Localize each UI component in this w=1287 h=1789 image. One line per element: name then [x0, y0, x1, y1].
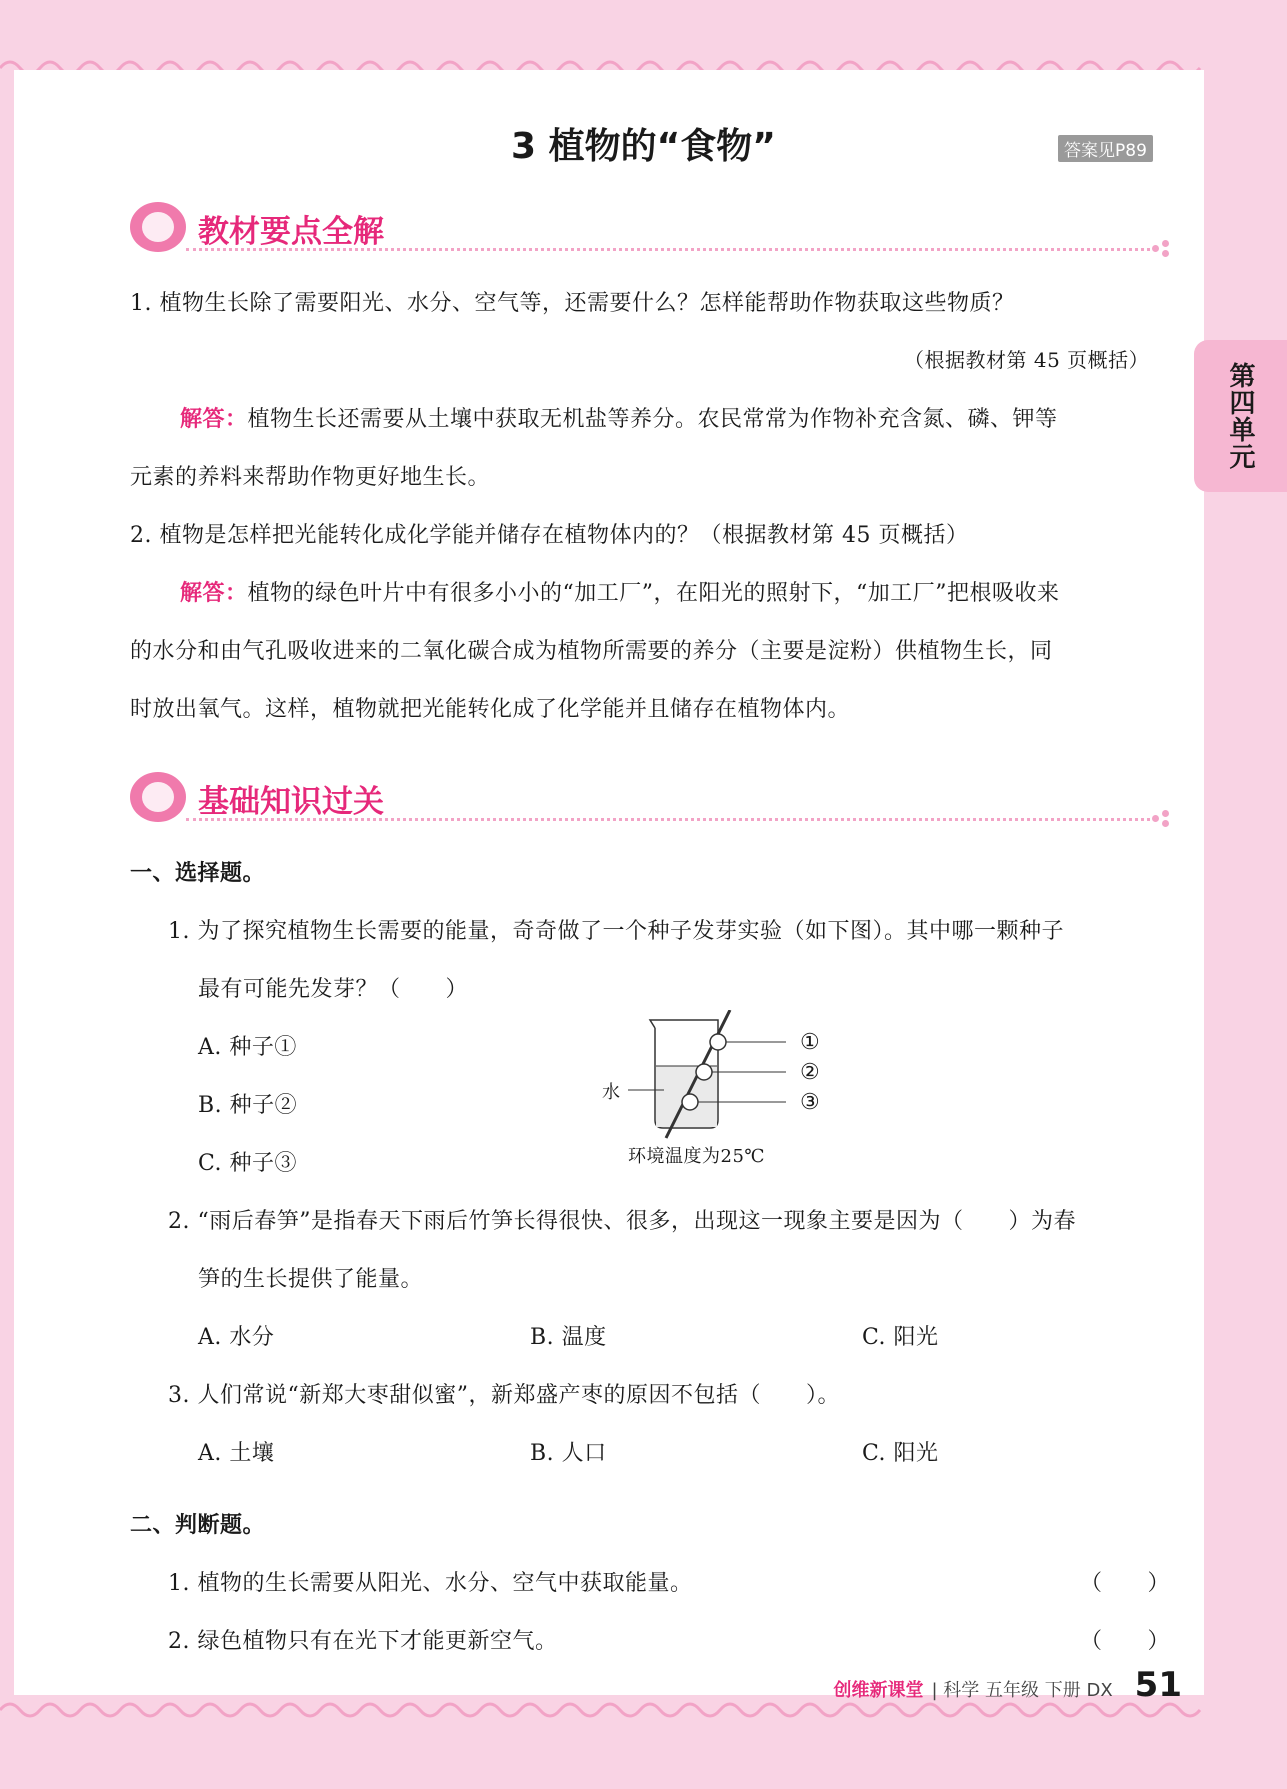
option-c[interactable]: C. 阳光	[862, 1441, 939, 1466]
water-label: 水	[602, 1082, 621, 1103]
option-c[interactable]: C. 阳光	[862, 1325, 939, 1350]
dotted-divider	[186, 248, 1150, 251]
page-number: 51	[1134, 1665, 1182, 1705]
option-a[interactable]: A. 水分	[198, 1325, 275, 1350]
part-title: 二、判断题。	[130, 1513, 266, 1538]
footer-brand: 创维新课堂	[833, 1680, 924, 1701]
answer-line	[180, 576, 1060, 607]
mascot-icon	[130, 202, 186, 252]
option-a[interactable]: A. 种子①	[198, 1035, 297, 1060]
figure-caption: 环境温度为25℃	[628, 1146, 766, 1167]
question-text: 2. “雨后春笋”是指春天下雨后竹笋长得很快、很多，出现这一现象主要是因为（ ）为春	[168, 1209, 1076, 1234]
mascot-icon	[130, 772, 186, 822]
section-heading-basics	[130, 772, 1170, 824]
question-source: （根据教材第 45 页概括）	[904, 348, 1150, 372]
page-footer	[834, 1665, 1182, 1705]
question-text: 笋的生长提供了能量。	[198, 1267, 424, 1292]
answer-reference-badge: 答案见P89	[1058, 135, 1153, 162]
unit-side-tab: 第四单元	[1194, 340, 1287, 492]
seed-marker-3: ③	[800, 1090, 821, 1115]
answer-text: 元素的养料来帮助作物更好地生长。	[130, 465, 491, 490]
question-text: 2. 植物是怎样把光能转化成化学能并储存在植物体内的？（根据教材第 45 页概括）	[130, 523, 969, 548]
divider-dots-icon	[1152, 240, 1170, 258]
judgment-question: 1. 植物的生长需要从阳光、水分、空气中获取能量。	[168, 1571, 693, 1596]
seed-marker-1: ①	[800, 1030, 821, 1055]
question-text: 3. 人们常说“新郑大枣甜似蜜”，新郑盛产枣的原因不包括（ ）。	[168, 1383, 840, 1408]
answer-line	[180, 402, 1058, 433]
seed-marker-2: ②	[800, 1060, 821, 1085]
judgment-question: 2. 绿色植物只有在光下才能更新空气。	[168, 1629, 558, 1654]
question-text: 1. 为了探究植物生长需要的能量，奇奇做了一个种子发芽实验（如下图）。其中哪一颗种子	[168, 919, 1064, 944]
option-b[interactable]: B. 温度	[530, 1325, 607, 1350]
answer-blank[interactable]: （ ）	[1080, 1629, 1171, 1654]
footer-info: | 科学 五年级 下册 DX	[931, 1680, 1113, 1701]
option-c[interactable]: C. 种子③	[198, 1151, 298, 1176]
divider-dots-icon	[1152, 810, 1170, 828]
section-heading-label: 基础知识过关	[198, 784, 384, 820]
page-title: 3 植物的“食物”	[511, 126, 776, 167]
answer-text: 时放出氧气。这样，植物就把光能转化成了化学能并且储存在植物体内。	[130, 697, 851, 722]
seed-experiment-figure	[600, 1010, 840, 1170]
part-title: 一、选择题。	[130, 861, 266, 886]
question-text: 1. 植物生长除了需要阳光、水分、空气等，还需要什么？怎样能帮助作物获取这些物质？	[130, 291, 1015, 316]
answer-label: 解答：	[180, 407, 248, 432]
option-b[interactable]: B. 人口	[530, 1441, 607, 1466]
answer-text: 的水分和由气孔吸收进来的二氧化碳合成为植物所需要的养分（主要是淀粉）供植物生长，同	[130, 639, 1053, 664]
answer-blank[interactable]: （ ）	[1080, 1571, 1171, 1596]
answer-text: 植物的绿色叶片中有很多小小的“加工厂”，在阳光的照射下，“加工厂”把根吸收来	[247, 581, 1060, 606]
section-heading-label: 教材要点全解	[198, 214, 384, 250]
dotted-divider	[186, 818, 1150, 821]
question-text: 最有可能先发芽？（ ）	[198, 977, 469, 1002]
option-a[interactable]: A. 土壤	[198, 1441, 275, 1466]
answer-text: 植物生长还需要从土壤中获取无机盐等养分。农民常常为作物补充含氮、磷、钾等	[247, 407, 1058, 432]
option-b[interactable]: B. 种子②	[198, 1093, 298, 1118]
section-heading-textbook	[130, 202, 1170, 254]
answer-label: 解答：	[180, 581, 248, 606]
